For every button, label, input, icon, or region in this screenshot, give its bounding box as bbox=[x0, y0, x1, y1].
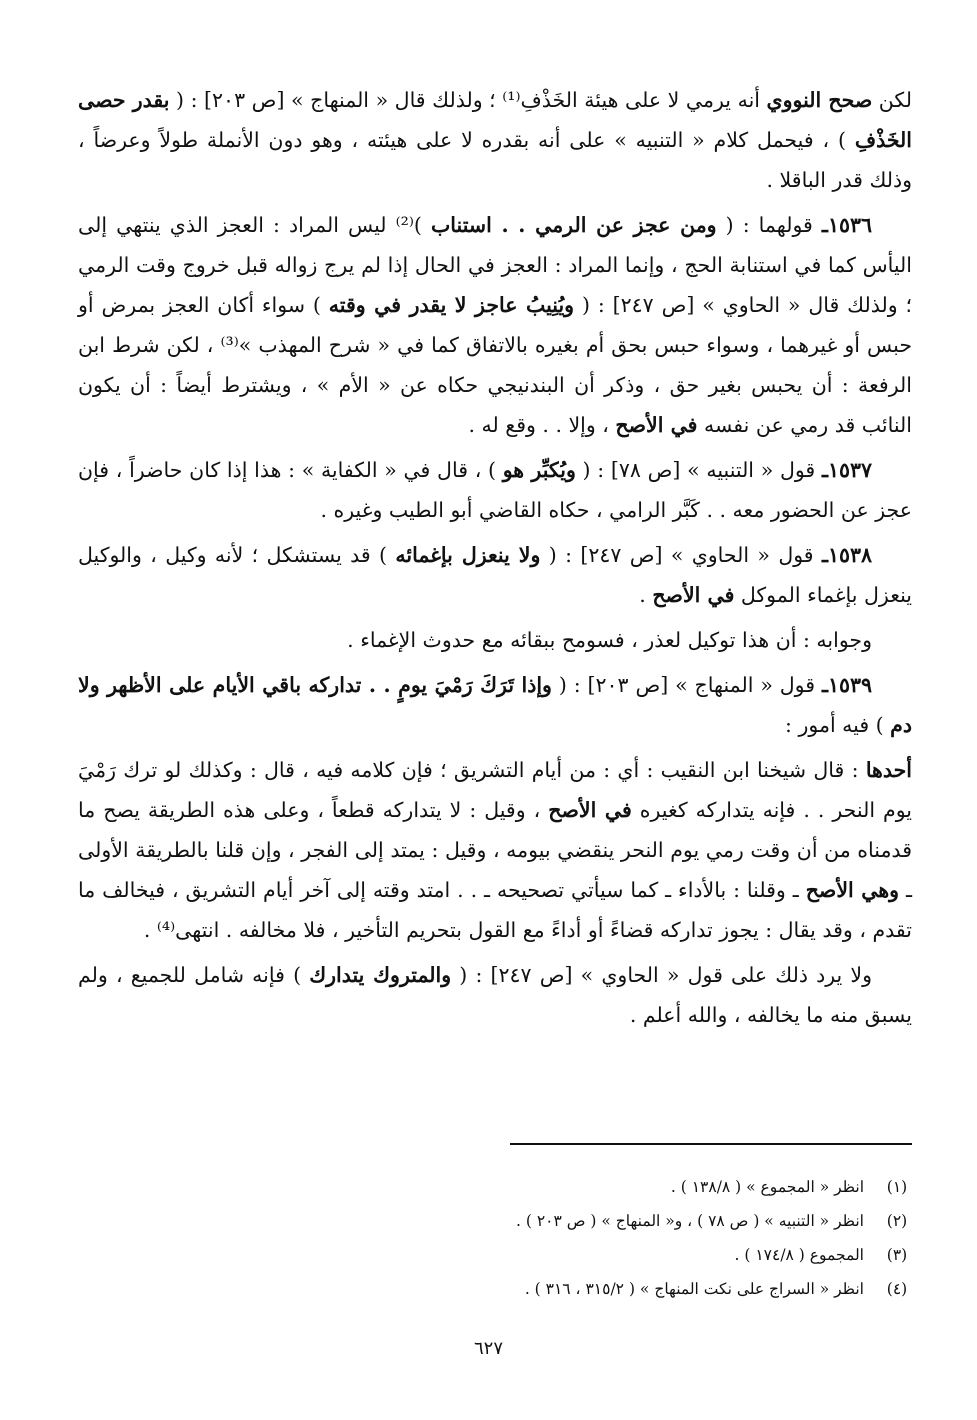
paragraph-closing: ولا يرد ذلك على قول « الحاوي » [ص ٢٤٧] : ( والمتروك يتدارك ) فإنه شامل للجميع ، ولم يسبق منه ما يخالفه ، والله أعلم . bbox=[78, 963, 912, 1027]
footnote-text: المجموع ( ١٧٤/٨ ) . bbox=[734, 1246, 864, 1264]
paragraph-first-point: أحدها : قال شيخنا ابن النقيب : أي : من أيام التشريق ؛ فإن كلامه فيه ، قال : وكذلك لو ترك رَمْيَ يوم النحر . . فإنه يتداركه كغيره في الأصح ، وقيل : لا يتداركه قطعاً ، وعلى هذه الطريقة يصح ما قدمناه من أن وقت رمي يوم النحر ينقضي بيومه ، وقيل : يمتد إلى الفجر ، وإن قلنا بالطريقة الأولى ـ وهي الأصح ـ وقلنا : بالأداء ـ كما سيأتي تصحيحه ـ . . امتد وقته إلى آخر أيام التشريق ، فيخالف ما تقدم ، وقد يقال : يجوز تداركه قضاءً أو أداءً مع القول بتحريم التأخير ، فلا مخالفه . انتهى⁽⁴⁾ . bbox=[78, 758, 912, 942]
page-number: ٦٢٧ bbox=[473, 1338, 503, 1359]
paragraph-1: لكن صحح النووي أنه يرمي لا على هيئة الخَذْفِ⁽¹⁾ ؛ ولذلك قال « المنهاج » [ص ٢٠٣] : ( بقدر حصى الخَذْفِ ) ، فيحمل كلام « التنبيه » على أنه بقدره لا على هيئته ، وهو دون الأنملة طولاً وعرضاً ، وذلك قدر الباقلا . bbox=[78, 88, 912, 192]
footnote-text: انظر « السراج على نكت المنهاج » ( ٣١٥/٢ ، ٣١٦ ) . bbox=[524, 1280, 864, 1298]
paragraph-1537: ١٥٣٧ـ قول « التنبيه » [ص ٧٨] : ( ويُكبِّر هو ) ، قال في « الكفاية » : هذا إذا كان حاضراً ، فإن عجز عن الحضور معه . . كَبَّر الرامي ، حكاه القاضي أبو الطيب وغيره . bbox=[78, 458, 912, 522]
paragraph-1538: ١٥٣٨ـ قول « الحاوي » [ص ٢٤٧] : ( ولا ينعزل بإغمائه ) قد يستشكل ؛ لأنه وكيل ، والوكيل ينعزل بإغماء الموكل في الأصح . bbox=[78, 543, 912, 607]
footnote-number: (١) bbox=[886, 1178, 908, 1196]
paragraph-answer: وجوابه : أن هذا توكيل لعذر ، فسومح ببقائه مع حدوث الإغماء . bbox=[347, 628, 872, 652]
footnote-item bbox=[78, 1204, 912, 1238]
footnote-number: (٤) bbox=[886, 1280, 908, 1298]
footnotes bbox=[78, 1170, 912, 1306]
footnote-item bbox=[78, 1238, 912, 1272]
footnote-text: انظر « التنبيه » ( ص ٧٨ ) ، و« المنهاج » ( ص ٢٠٣ ) . bbox=[516, 1212, 864, 1230]
paragraph-1539: ١٥٣٩ـ قول « المنهاج » [ص ٢٠٣] : ( وإذا تَرَكَ رَمْيَ يومٍ . . تداركه باقي الأيام على الأظهر ولا دم ) فيه أمور : bbox=[78, 673, 912, 737]
footnote-text: انظر « المجموع » ( ١٣٨/٨ ) . bbox=[670, 1178, 864, 1196]
footnote-number: (٣) bbox=[886, 1246, 908, 1264]
footnote-item bbox=[78, 1272, 912, 1306]
footnote-number: (٢) bbox=[886, 1212, 908, 1230]
footnote-divider bbox=[510, 1143, 912, 1145]
footnote-item bbox=[78, 1170, 912, 1204]
paragraph-1536: ١٥٣٦ـ قولهما : ( ومن عجز عن الرمي . . استناب )⁽²⁾ ليس المراد : العجز الذي ينتهي إلى اليأس كما في استنابة الحج ، وإنما المراد : العجز في الحال إذا لم يرج زواله قبل خروج وقت الرمي ؛ ولذلك قال « الحاوي » [ص ٢٤٧] : ( ويُنِيبُ عاجز لا يقدر في وقته ) سواء أكان العجز بمرض أو حبس أو غيرهما ، وسواء حبس بحق أم بغيره بالاتفاق كما في « شرح المهذب »⁽³⁾ ، لكن شرط ابن الرفعة : أن يحبس بغير حق ، وذكر أن البندنيجي حكاه عن « الأم » ، ويشترط أيضاً : أن يكون النائب قد رمي عن نفسه في الأصح ، وإلا . . وقع له . bbox=[78, 213, 913, 437]
main-text bbox=[78, 80, 912, 1040]
